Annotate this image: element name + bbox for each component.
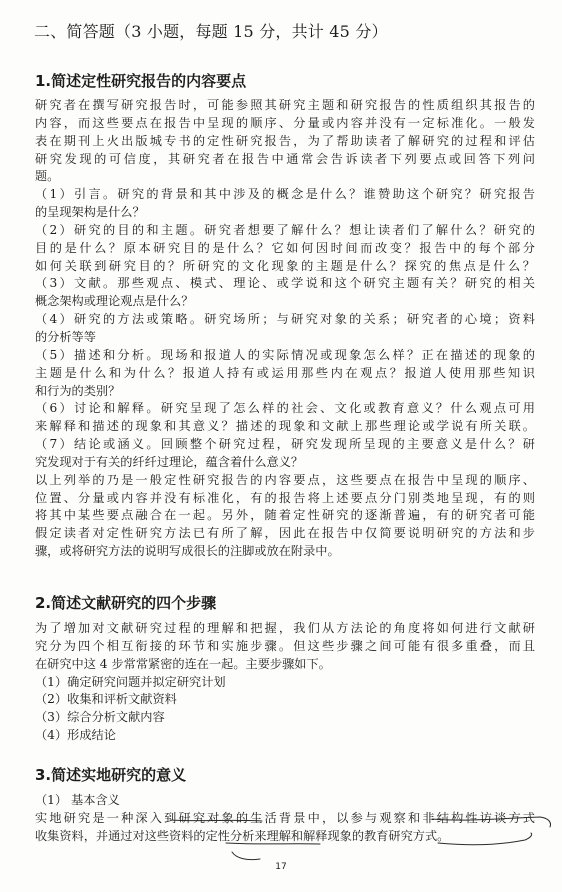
question-1-body (35, 97, 535, 561)
question-3-body (35, 792, 535, 846)
body-line: 研究者在撰写研究报告时，可能参照其研究主题和研究报告的性质组织其报告的 (35, 98, 535, 112)
body-line: 目的是什么？原本研究目的是什么？它如何因时间而改变？报告中的每个部分 (35, 240, 535, 255)
body-line: 表在期刊上火出版城专书的定性研究报告，为了帮助读者了解研究的过程和评估 (35, 133, 535, 148)
body-line: 实地研究是一种深入到研究对象的生活背景中，以参与观察和非结构性访谈方式 (35, 810, 535, 825)
body-line: （4）研究的方法或策略。研究场所；与研究对象的关系；研究者的心境；资料 (35, 312, 535, 327)
body-line: 位置、分量或内容并没有标准化，有的报告将上述要点分门别类地呈现，有的则 (35, 490, 535, 505)
body-line: （5）描述和分析。现场和报道人的实际情况或现象怎么样？正在描述的现象的 (35, 347, 535, 362)
body-line: 究发现对于有关的纤纤过理论，蕴含着什么意义？ (35, 454, 304, 469)
body-line: 为了增加对文献研究过程的理解和把握，我们从方法论的角度将如何进行文献研 (35, 621, 535, 635)
section-title: 二、简答题（3 小题，每题 15 分，共计 45 分） (34, 22, 388, 41)
page-number: 17 (275, 862, 287, 872)
body-line: 和行为的类别？ (35, 383, 121, 398)
body-line: （7）结论或涵义。回顾整个研究过程，研究发现所呈现的主要意义是什么？研 (35, 437, 535, 452)
question-2-body (35, 620, 535, 745)
body-line: （1）引言。研究的背景和其中涉及的概念是什么？谁赞助这个研究？研究报告 (35, 187, 535, 202)
body-line: （2）研究的目的和主题。研究者想要了解什么？想让读者们了解什么？研究的 (35, 222, 535, 237)
body-line: 的分析等等 (35, 329, 96, 344)
question-1-heading: 1.简述定性研究报告的内容要点 (35, 72, 247, 90)
body-line: 在研究中这 4 步常常紧密的连在一起。主要步骤如下。 (35, 656, 331, 671)
body-line: 概念架构或理论观点是什么？ (35, 294, 194, 309)
step-item: （1）确定研究问题并拟定研究计划 (35, 674, 226, 689)
body-line: 主题是什么和为什么？报道人持有或运用那些内在观点？报道人使用那些知识 (35, 365, 535, 380)
question-3-heading: 3.简述实地研究的意义 (35, 766, 187, 784)
body-line: 究分为四个相互衔接的环节和实施步骤。但这些步骤之间可能有很多重叠，而且 (35, 638, 535, 653)
question-2-heading: 2.简述文献研究的四个步骤 (35, 594, 217, 612)
body-line: 如何关联到研究目的？所研究的文化现象的主题是什么？探究的焦点是什么？ (35, 258, 535, 273)
body-line: （1） 基本含义 (35, 793, 120, 807)
step-item: （2）收集和评析文献资料 (35, 692, 177, 707)
body-line: 以上列举的乃是一般定性研究报告的内容要点，这些要点在报告中呈现的顺序、 (35, 472, 535, 487)
body-line: （6）讨论和解释。研究呈现了怎么样的社会、文化或教育意义？什么观点可用 (35, 401, 535, 416)
body-line: 研究发现的可信度，其研究者在报告中通常会告诉读者下列要点或回答下列问 (35, 151, 535, 166)
body-line: 的呈现架构是什么？ (35, 205, 145, 220)
pen-stroke-lower-left (232, 852, 260, 860)
body-line: 假定读者对定性研究方法已有所了解，因此在报告中仅简要说明研究的方法和步 (35, 526, 535, 541)
body-line: 内容，而这些要点在报告中呈现的顺序、分量或内容并没有一定标准化。一般发 (35, 115, 535, 130)
body-line: 题。 (35, 169, 60, 184)
body-line: 来解释和描述的现象和其意义？描述的现象和文献上那些理论或学说有所关联。 (35, 419, 535, 434)
step-item: （4）形成结论 (35, 728, 116, 743)
body-line: 将其中某些要点融合在一起。另外，随着定性研究的逐渐普遍，有的研究者可能 (35, 508, 535, 523)
step-item: （3）综合分析文献内容 (35, 710, 165, 725)
body-line: 收集资料，并通过对这些资料的定性分析来理解和解释现象的教育研究方式。 (35, 828, 450, 843)
body-line: 骤，或将研究方法的说明写成很长的注脚或放在附录中。 (35, 544, 340, 559)
body-line: （3）文献。那些观点、模式、理论、或学说和这个研究主题有关？研究的相关 (35, 276, 535, 291)
